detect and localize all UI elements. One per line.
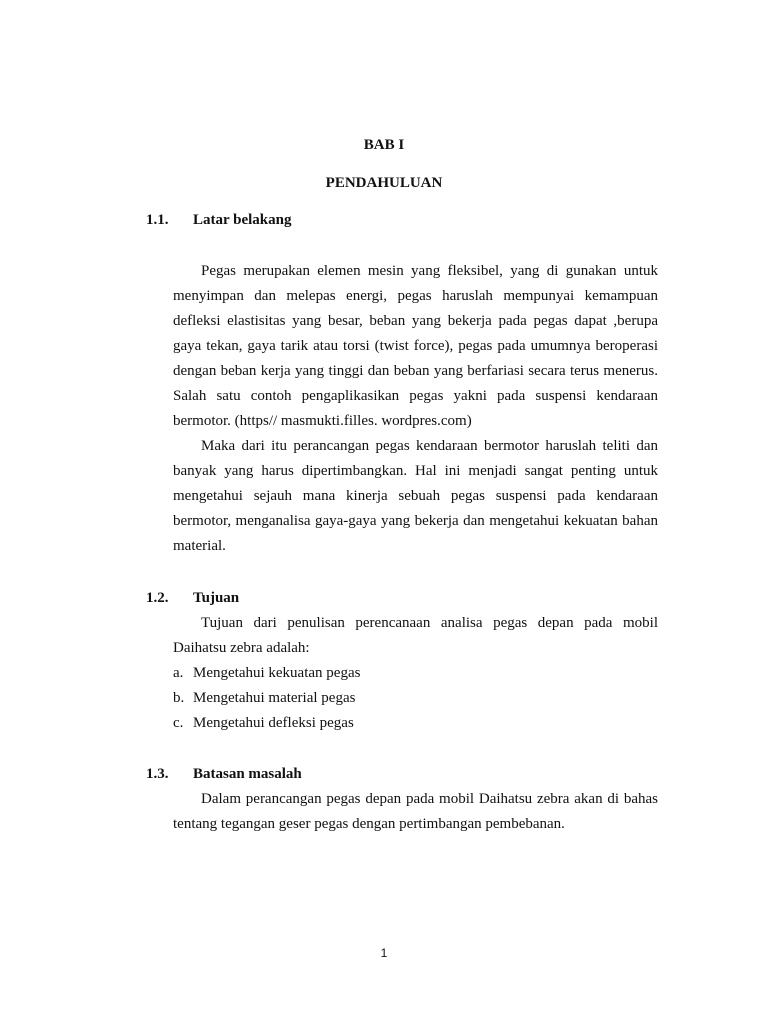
paragraph-latar-belakang-1 <box>173 259 658 434</box>
paragraph-text: Maka dari itu perancangan pegas kendaraan bermotor haruslah teliti dan banyak yang harus dipertimbangkan. Hal ini menjadi sangat penting untuk mengetahui sejauh mana kinerja sebuah pegas suspensi pada kendaraan bermotor, menganalisa gaya-gaya yang bekerja dan mengetahui kekuatan bahan material. <box>173 438 658 554</box>
list-item-text: Mengetahui defleksi pegas <box>193 715 354 731</box>
chapter-subtitle: PENDAHULUAN <box>325 175 443 191</box>
section-title: Batasan masalah <box>193 766 302 782</box>
section-number: 1.3. <box>146 766 169 782</box>
list-item <box>173 686 360 711</box>
tujuan-list <box>173 661 360 736</box>
list-marker: c. <box>173 715 184 731</box>
list-marker: b. <box>173 690 185 706</box>
paragraph-text: Dalam perancangan pegas depan pada mobil Daihatsu zebra akan di bahas tentang tegangan geser pegas dengan pertimbangan pembebanan. <box>173 791 658 832</box>
paragraph-batasan-masalah <box>173 787 658 837</box>
list-marker: a. <box>173 665 184 681</box>
paragraph-tujuan <box>173 611 658 661</box>
paragraph-text: Pegas merupakan elemen mesin yang fleksibel, yang di gunakan untuk menyimpan dan melepas energi, pegas haruslah mempunyai kemampuan defleksi elastisitas yang besar, beban yang bekerja pada pegas dapat ,berupa gaya tekan, gaya tarik atau torsi (twist force), pegas pada umumnya beroperasi dengan beban kerja yang tinggi dan beban yang berfariasi secara terus menerus. Salah satu contoh pengaplikasikan pegas yakni pada suspensi kendaraan bermotor. (https// masmukti.filles. wordpres.com) <box>173 263 658 429</box>
list-item <box>173 661 360 686</box>
page-number: 1 <box>380 946 388 960</box>
list-item <box>173 711 360 736</box>
section-heading-batasan-masalah <box>146 766 302 783</box>
list-item-text: Mengetahui material pegas <box>193 690 356 706</box>
chapter-title: BAB I <box>363 137 405 153</box>
list-item-text: Mengetahui kekuatan pegas <box>193 665 361 681</box>
section-heading-tujuan <box>146 590 239 607</box>
paragraph-text: Tujuan dari penulisan perencanaan analisa pegas depan pada mobil Daihatsu zebra adalah: <box>173 615 658 656</box>
section-title: Tujuan <box>193 590 240 606</box>
section-heading-latar-belakang <box>146 212 292 229</box>
paragraph-latar-belakang-2 <box>173 434 658 559</box>
section-title: Latar belakang <box>193 212 292 228</box>
section-number: 1.2. <box>146 590 169 606</box>
section-number: 1.1. <box>146 212 169 228</box>
